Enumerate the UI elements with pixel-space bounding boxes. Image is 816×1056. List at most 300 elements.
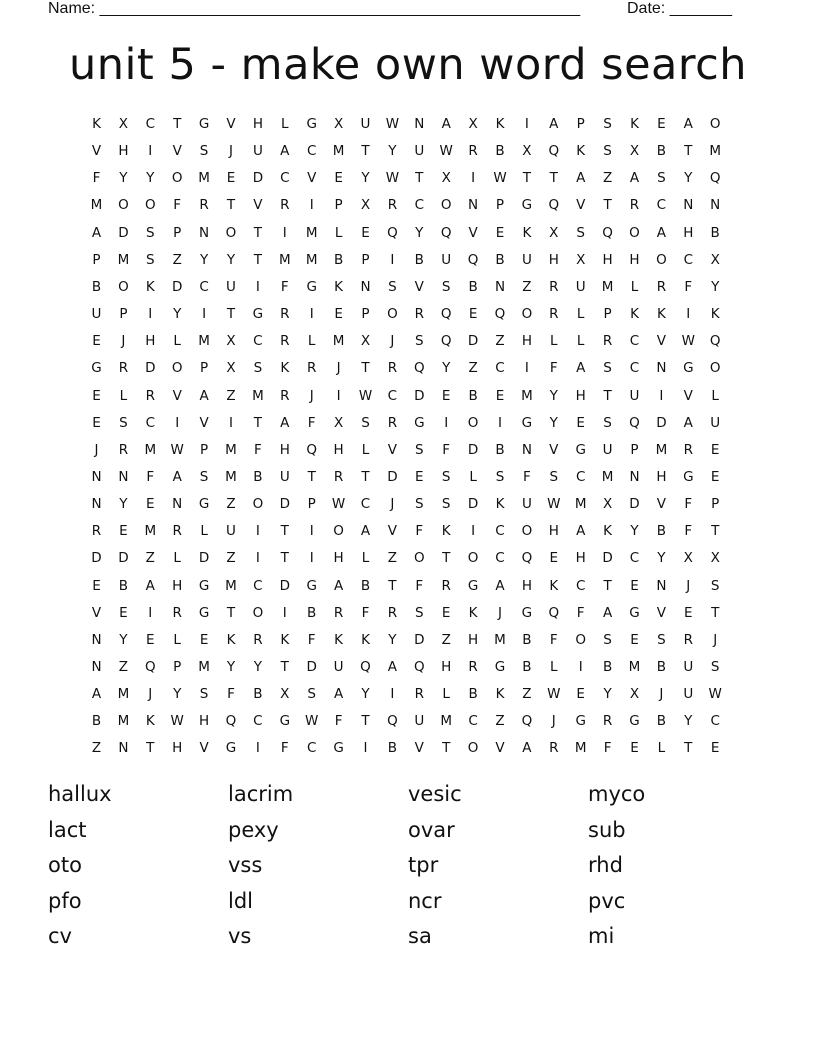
grid-letter: A	[495, 577, 505, 594]
grid-letter: F	[92, 170, 101, 187]
grid-letter: T	[361, 143, 370, 160]
grid-letter: O	[225, 224, 237, 241]
grid-letter: T	[415, 170, 424, 187]
grid-letter: T	[684, 143, 693, 160]
grid-letter: U	[333, 659, 344, 675]
grid-letter: Y	[119, 170, 128, 187]
grid-letter: D	[414, 631, 425, 648]
grid-letter: U	[602, 441, 613, 458]
grid-letter: G	[629, 713, 640, 730]
grid-letter: M	[332, 333, 345, 350]
grid-letter: F	[227, 686, 235, 703]
grid-letter: Q	[360, 659, 371, 675]
grid-letter: O	[171, 170, 183, 187]
grid-letter: K	[710, 306, 720, 323]
grid-letter: B	[522, 631, 532, 648]
page-title: unit 5 - make own word search	[68, 40, 748, 90]
grid-letter: M	[601, 468, 614, 485]
grid-letter: Y	[199, 251, 209, 268]
word-list-item: ovar	[408, 817, 455, 842]
grid-letter: P	[200, 360, 209, 377]
grid-letter: C	[145, 116, 156, 132]
grid-letter: V	[549, 441, 559, 458]
grid-letter: S	[415, 604, 424, 621]
grid-letter: H	[521, 333, 532, 350]
grid-letter: D	[118, 550, 129, 567]
grid-letter: W	[493, 170, 507, 187]
grid-letter: X	[280, 686, 290, 703]
grid-letter: E	[92, 577, 101, 594]
grid-letter: Y	[146, 170, 155, 187]
grid-letter: G	[91, 360, 102, 377]
worksheet-header	[48, 0, 740, 20]
grid-letter: S	[146, 224, 155, 241]
grid-letter: B	[495, 441, 505, 458]
grid-letter: Q	[467, 251, 479, 268]
grid-letter: M	[655, 441, 668, 458]
grid-letter: H	[656, 468, 667, 485]
grid-letter: O	[629, 224, 640, 241]
grid-letter: T	[361, 713, 370, 730]
grid-letter: C	[495, 550, 505, 567]
grid-letter: Z	[495, 713, 505, 730]
grid-letter: P	[361, 251, 370, 268]
grid-letter: Y	[119, 496, 128, 513]
grid-letter: E	[576, 686, 585, 703]
grid-letter: N	[710, 197, 721, 214]
grid-letter: T	[173, 116, 182, 132]
grid-letter: I	[686, 306, 691, 323]
grid-letter: M	[90, 197, 103, 214]
word-list-item: vs	[228, 924, 252, 948]
grid-letter: F	[334, 713, 343, 730]
grid-row	[83, 493, 743, 520]
grid-letter: G	[306, 278, 317, 295]
grid-letter: K	[361, 631, 370, 648]
grid-letter: K	[630, 116, 639, 132]
grid-letter: A	[602, 604, 613, 621]
grid-letter: F	[307, 414, 316, 431]
word-list-item: pexy	[228, 817, 279, 842]
grid-letter: E	[495, 224, 505, 241]
grid-letter: S	[199, 143, 209, 160]
grid-letter: T	[280, 523, 289, 540]
word-list-item: lact	[48, 817, 87, 842]
grid-letter: Y	[684, 713, 693, 730]
grid-letter: W	[170, 441, 184, 458]
grid-letter: U	[575, 278, 586, 295]
grid-letter: D	[629, 496, 640, 513]
grid-letter: T	[388, 577, 397, 594]
grid-letter: O	[252, 496, 264, 513]
grid-letter: C	[656, 197, 667, 214]
grid-letter: G	[333, 740, 344, 757]
grid-letter: F	[684, 496, 693, 513]
grid-letter: S	[710, 659, 720, 675]
grid-letter: M	[198, 659, 210, 675]
grid-letter: S	[576, 224, 585, 241]
grid-letter: J	[336, 360, 341, 377]
grid-row	[83, 520, 743, 547]
grid-letter: A	[280, 143, 290, 160]
word-list-item: vesic	[408, 782, 462, 806]
grid-letter: P	[711, 496, 720, 513]
word-list-item: lacrim	[228, 782, 294, 806]
grid-letter: B	[387, 740, 398, 757]
grid-row	[83, 575, 743, 602]
grid-letter: M	[144, 441, 157, 458]
grid-letter: M	[494, 631, 506, 648]
grid-letter: G	[252, 306, 264, 323]
grid-letter: R	[387, 414, 398, 431]
grid-letter: E	[415, 468, 424, 485]
grid-letter: X	[226, 333, 236, 350]
grid-letter: R	[468, 659, 478, 675]
word-list-item: sub	[588, 817, 626, 842]
grid-letter: A	[333, 686, 344, 703]
grid-letter: G	[306, 116, 317, 132]
grid-letter: J	[94, 441, 99, 458]
grid-letter: C	[145, 414, 156, 431]
grid-letter: X	[333, 414, 344, 431]
grid-letter: M	[628, 659, 641, 675]
grid-letter: I	[309, 550, 314, 567]
grid-letter: N	[521, 441, 532, 458]
grid-letter: R	[468, 143, 478, 160]
grid-letter: T	[442, 740, 451, 757]
grid-letter: X	[710, 550, 720, 567]
grid-letter: E	[119, 604, 128, 621]
grid-letter: F	[549, 360, 558, 377]
grid-letter: S	[361, 414, 370, 431]
grid-letter: O	[521, 306, 533, 323]
grid-letter: R	[306, 360, 317, 377]
grid-letter: D	[145, 360, 156, 377]
grid-letter: C	[253, 577, 263, 594]
grid-letter: S	[415, 441, 424, 458]
word-list-item: ldl	[228, 888, 253, 913]
grid-letter: G	[225, 740, 237, 757]
grid-letter: Y	[684, 170, 693, 187]
grid-letter: X	[602, 496, 613, 513]
grid-letter: R	[602, 333, 613, 350]
grid-letter: X	[629, 143, 640, 160]
grid-letter: C	[360, 496, 371, 513]
grid-row	[83, 385, 743, 412]
grid-letter: R	[549, 740, 559, 757]
grid-letter: C	[468, 713, 478, 730]
grid-letter: Q	[629, 414, 640, 431]
grid-letter: C	[199, 278, 209, 295]
grid-letter: Z	[441, 631, 451, 648]
grid-letter: A	[683, 414, 693, 431]
grid-letter: X	[441, 170, 451, 187]
grid-letter: R	[280, 306, 290, 323]
grid-letter: I	[148, 143, 153, 160]
grid-letter: L	[576, 333, 585, 350]
grid-letter: U	[683, 659, 694, 675]
grid-letter: Z	[226, 550, 236, 567]
grid-letter: B	[602, 659, 613, 675]
grid-letter: K	[522, 224, 532, 241]
grid-letter: Q	[548, 143, 560, 160]
grid-letter: F	[415, 577, 424, 594]
grid-letter: Z	[172, 251, 182, 268]
grid-letter: B	[495, 143, 505, 160]
grid-letter: V	[226, 116, 236, 132]
grid-letter: E	[630, 631, 639, 648]
grid-letter: P	[603, 306, 612, 323]
grid-letter: Y	[226, 659, 236, 675]
grid-letter: R	[602, 713, 613, 730]
grid-letter: K	[145, 278, 155, 295]
grid-letter: W	[305, 713, 319, 730]
grid-letter: X	[549, 224, 559, 241]
grid-letter: D	[252, 170, 264, 187]
word-list-item: pfo	[48, 888, 82, 913]
grid-letter: Y	[119, 631, 128, 648]
word-list-item: pvc	[588, 888, 626, 913]
grid-letter: M	[521, 387, 533, 404]
grid-letter: W	[547, 496, 561, 513]
grid-letter: C	[629, 333, 640, 350]
grid-letter: Z	[468, 360, 478, 377]
grid-letter: Y	[388, 631, 397, 648]
grid-letter: S	[199, 468, 209, 485]
grid-letter: Z	[522, 278, 532, 295]
grid-letter: Z	[602, 170, 613, 187]
grid-letter: H	[172, 740, 183, 757]
grid-letter: L	[173, 550, 181, 567]
grid-letter: O	[709, 360, 721, 377]
grid-letter: V	[91, 143, 102, 160]
grid-letter: G	[198, 604, 210, 621]
grid-letter: D	[91, 550, 102, 567]
grid-letter: U	[710, 414, 721, 431]
grid-letter: G	[575, 713, 586, 730]
grid-letter: L	[550, 333, 558, 350]
grid-letter: R	[387, 197, 398, 214]
grid-letter: M	[305, 224, 318, 241]
grid-letter: T	[146, 740, 155, 757]
grid-letter: C	[495, 523, 505, 540]
grid-letter: H	[683, 224, 694, 241]
grid-letter: E	[710, 740, 720, 757]
grid-letter: E	[495, 387, 505, 404]
grid-letter: N	[199, 224, 210, 241]
grid-letter: G	[414, 414, 425, 431]
grid-letter: G	[521, 414, 533, 431]
grid-letter: K	[92, 116, 101, 132]
grid-letter: T	[280, 550, 289, 567]
grid-letter: O	[118, 197, 129, 214]
grid-letter: M	[709, 143, 722, 160]
grid-letter: W	[331, 496, 346, 513]
grid-letter: U	[91, 306, 102, 323]
word-list-item: tpr	[408, 853, 439, 877]
grid-letter: V	[172, 143, 182, 160]
grid-letter: B	[333, 251, 344, 268]
grid-letter: L	[442, 686, 450, 703]
grid-letter: C	[495, 360, 505, 377]
grid-letter: R	[387, 360, 398, 377]
grid-letter: E	[441, 604, 451, 621]
grid-letter: N	[656, 577, 667, 594]
grid-letter: T	[711, 523, 720, 540]
grid-letter: E	[92, 387, 101, 404]
grid-letter: K	[334, 278, 344, 295]
grid-letter: R	[333, 468, 344, 485]
grid-letter: J	[713, 631, 718, 648]
grid-letter: S	[119, 414, 128, 431]
grid-letter: E	[199, 631, 209, 648]
grid-letter: R	[280, 197, 290, 214]
grid-row	[83, 330, 743, 357]
grid-letter: G	[198, 577, 210, 594]
grid-letter: V	[414, 278, 424, 295]
grid-letter: P	[173, 224, 182, 241]
grid-letter: F	[415, 523, 424, 540]
grid-letter: F	[254, 441, 262, 458]
grid-letter: B	[253, 468, 263, 485]
grid-letter: I	[255, 278, 260, 295]
grid-letter: R	[280, 387, 290, 404]
grid-letter: T	[253, 251, 263, 268]
grid-letter: V	[576, 197, 586, 214]
grid-letter: L	[307, 333, 316, 350]
grid-letter: A	[360, 523, 371, 540]
grid-letter: R	[172, 523, 182, 540]
grid-letter: S	[603, 116, 612, 132]
grid-letter: X	[360, 333, 371, 350]
grid-letter: A	[172, 468, 182, 485]
grid-letter: E	[549, 550, 559, 567]
grid-letter: F	[280, 278, 289, 295]
grid-letter: T	[226, 604, 236, 621]
grid-letter: H	[548, 251, 559, 268]
grid-letter: Z	[118, 659, 129, 675]
grid-letter: K	[495, 496, 505, 513]
grid-letter: W	[385, 170, 400, 187]
grid-letter: L	[119, 387, 128, 404]
grid-letter: T	[522, 170, 532, 187]
grid-letter: R	[683, 631, 693, 648]
grid-row	[83, 113, 743, 140]
grid-letter: I	[309, 197, 314, 214]
grid-letter: C	[414, 197, 425, 214]
grid-letter: A	[91, 686, 102, 703]
grid-letter: W	[547, 686, 561, 703]
grid-letter: G	[279, 713, 291, 730]
grid-letter: H	[468, 631, 479, 648]
grid-letter: H	[575, 387, 586, 404]
grid-letter: X	[468, 116, 478, 132]
grid-letter: Z	[226, 387, 236, 404]
grid-letter: V	[495, 740, 505, 757]
grid-row	[83, 737, 743, 764]
grid-letter: M	[225, 577, 237, 594]
grid-letter: R	[656, 278, 667, 295]
grid-letter: K	[145, 713, 155, 730]
grid-letter: E	[441, 387, 451, 404]
word-list-item: hallux	[48, 782, 112, 806]
grid-letter: R	[145, 387, 155, 404]
grid-letter: O	[413, 550, 425, 567]
grid-letter: M	[252, 387, 264, 404]
grid-letter: X	[683, 550, 693, 567]
grid-letter: B	[656, 143, 667, 160]
grid-letter: W	[170, 713, 184, 730]
grid-row	[83, 249, 743, 276]
grid-letter: I	[148, 306, 153, 323]
grid-letter: B	[307, 604, 317, 621]
grid-letter: T	[361, 360, 370, 377]
grid-letter: L	[334, 224, 343, 241]
grid-letter: I	[390, 251, 395, 268]
grid-letter: H	[252, 116, 263, 132]
grid-letter: S	[199, 686, 209, 703]
grid-letter: I	[471, 523, 476, 540]
grid-row	[83, 412, 743, 439]
grid-letter: H	[602, 251, 613, 268]
grid-letter: F	[146, 468, 155, 485]
grid-letter: J	[686, 577, 691, 594]
grid-letter: S	[603, 631, 612, 648]
grid-letter: I	[255, 740, 260, 757]
grid-letter: U	[629, 387, 640, 404]
grid-letter: Z	[226, 496, 236, 513]
grid-letter: S	[253, 360, 263, 377]
grid-letter: M	[117, 713, 130, 730]
grid-letter: N	[494, 278, 506, 295]
grid-row	[83, 276, 743, 303]
grid-letter: T	[549, 170, 558, 187]
grid-letter: Q	[548, 197, 560, 214]
grid-letter: G	[306, 577, 317, 594]
grid-letter: F	[576, 604, 585, 621]
grid-letter: A	[576, 360, 586, 377]
grid-letter: H	[575, 550, 586, 567]
grid-letter: P	[173, 659, 182, 675]
grid-letter: N	[360, 278, 371, 295]
grid-letter: H	[629, 251, 640, 268]
grid-letter: X	[333, 116, 344, 132]
grid-letter: O	[467, 550, 479, 567]
grid-letter: R	[91, 523, 102, 540]
grid-letter: Z	[387, 550, 398, 567]
grid-letter: O	[656, 251, 667, 268]
grid-letter: O	[387, 306, 398, 323]
grid-letter: T	[307, 468, 316, 485]
grid-letter: S	[495, 468, 505, 485]
grid-letter: N	[656, 360, 667, 377]
grid-letter: O	[575, 631, 586, 648]
grid-letter: X	[522, 143, 532, 160]
grid-letter: E	[92, 414, 101, 431]
grid-letter: V	[468, 224, 478, 241]
grid-letter: G	[467, 577, 479, 594]
grid-letter: V	[387, 441, 398, 458]
grid-row	[83, 656, 743, 683]
grid-letter: N	[91, 468, 102, 485]
grid-letter: Q	[144, 659, 156, 675]
word-list-item: vss	[228, 853, 263, 877]
grid-row	[83, 222, 743, 249]
grid-letter: Y	[415, 224, 424, 241]
grid-letter: V	[656, 333, 667, 350]
grid-letter: D	[171, 278, 183, 295]
grid-letter: A	[576, 523, 586, 540]
